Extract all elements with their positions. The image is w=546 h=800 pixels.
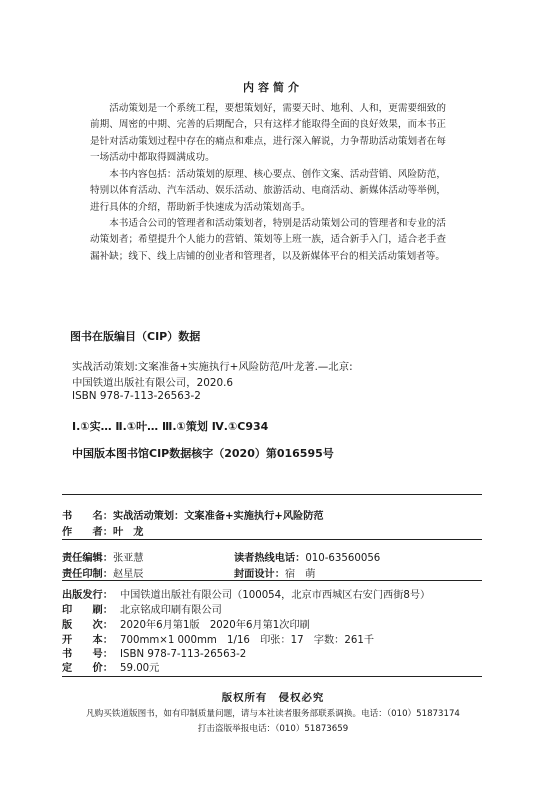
author-value: 叶 龙: [112, 527, 144, 538]
intro-title: 内容简介: [243, 81, 303, 94]
author-row: [62, 520, 144, 539]
cip-heading: 图书在版编目（CIP）数据: [70, 330, 201, 343]
publisher-value: 中国铁道出版社有限公司（100054，北京市西城区右安门西街8号）: [120, 590, 431, 601]
divider: [62, 580, 482, 581]
format-row: [62, 631, 374, 646]
copyright-notice: 凡购买铁道版图书，如有印制质量问题，请与本社读者服务部联系调换。电话：（010）51873174: [86, 709, 460, 719]
isbn-row: [62, 645, 246, 660]
author-label: 作 者：: [62, 527, 113, 538]
printer-value: 北京铭成印刷有限公司: [120, 605, 222, 616]
edition-label: 版 次：: [62, 620, 113, 631]
publisher-label: 出版发行：: [62, 590, 113, 601]
cip-line-1: 实战活动策划:文案准备+实施执行+风险防范/叶龙著.—北京:: [72, 361, 353, 373]
publisher-row: [62, 586, 430, 601]
divider: [62, 494, 482, 495]
cip-subjects: Ⅰ.①实… Ⅱ.①叶… Ⅲ.①策划 Ⅳ.①C934: [72, 420, 269, 433]
intro-paragraph-3: 本书适合公司的管理者和活动策划者，特别是活动策划公司的管理者和专业的活动策划者；希望提升个人能力的营销、策划等上班一族，适合新手入门，适合老手查漏补缺；线下、线上店铺的创业者和管理者，以及新媒体平台的相关活动策划者等。: [90, 218, 446, 262]
design-value: 宿 萌: [284, 569, 316, 580]
copyright-title: 版权所有 侵权必究: [221, 692, 325, 704]
price-label: 定 价：: [62, 663, 113, 674]
isbn-label: 书 号：: [62, 649, 113, 660]
editor-label: 责任编辑：: [62, 553, 113, 564]
print-value: 赵星辰: [112, 569, 144, 580]
hotline-label: 读者热线电话：: [234, 553, 306, 564]
design-row: [234, 562, 316, 581]
cip-isbn: ISBN 978-7-113-26563-2: [72, 390, 201, 402]
anti-piracy-hotline: 打击盗版举报电话：（010）51873659: [197, 724, 349, 734]
print-row: [62, 562, 144, 581]
book-title-value: 实战活动策划：文案准备+实施执行+风险防范: [112, 511, 324, 522]
intro-paragraph-1: 活动策划是一个系统工程，要想策划好，需要天时、地利、人和，更需要细致的前期、周密的中期、完善的后期配合，只有这样才能取得全面的良好效果，而本书正是针对活动策划过程中存在的痛点和难点，进行深入解说，力争帮助活动策划者在每一场活动中都取得圆满成功。: [90, 103, 446, 164]
format-value: 700mm×1 000mm 1/16 印张：17 字数：261千: [120, 635, 374, 646]
cip-verify-number: 中国版本图书馆CIP数据核字（2020）第016595号: [72, 447, 334, 460]
printer-row: [62, 601, 222, 616]
isbn-value: ISBN 978-7-113-26563-2: [120, 649, 247, 660]
print-label: 责任印制：: [62, 569, 113, 580]
edition-value: 2020年6月第1版 2020年6月第1次印刷: [120, 620, 310, 631]
cip-line-2: 中国铁道出版社有限公司，2020.6: [72, 377, 234, 389]
edition-row: [62, 616, 310, 631]
book-title-label: 书 名：: [62, 511, 113, 522]
format-label: 开 本：: [62, 635, 113, 646]
divider: [62, 539, 482, 540]
price-row: [62, 659, 159, 674]
printer-label: 印 刷：: [62, 605, 113, 616]
design-label: 封面设计：: [234, 569, 285, 580]
price-value: 59.00元: [120, 663, 160, 674]
hotline-value: 010-63560056: [305, 553, 381, 564]
intro-paragraph-2: 本书内容包括：活动策划的原理、核心要点、创作文案、活动营销、风险防范，特别以体育活动、汽车活动、娱乐活动、旅游活动、电商活动、新媒体活动等举例，进行具体的介绍，帮助新手快速成为活动策划高手。: [90, 169, 446, 213]
editor-value: 张亚慧: [112, 553, 144, 564]
divider: [62, 676, 482, 677]
